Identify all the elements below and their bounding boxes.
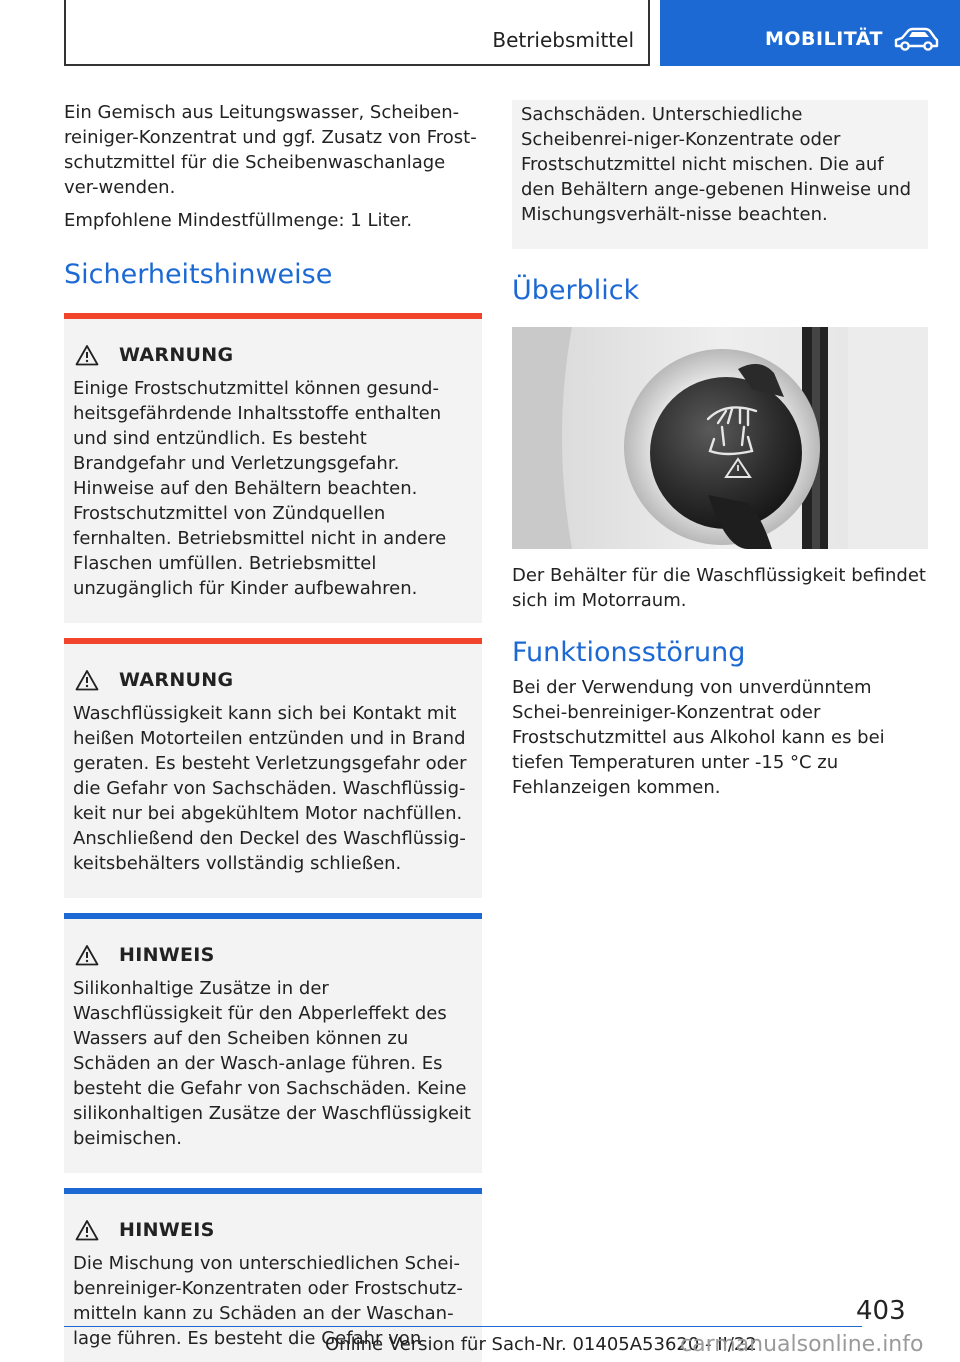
- footer-online-version: Online Version für Sach-Nr. 01405A53620 - II/22: [325, 1334, 757, 1355]
- overview-heading: Überblick: [512, 275, 640, 306]
- malfunction-text: Bei der Verwendung von unverdünntem Schei-benreiniger-Konzentrat oder Frostschutzmittel aus Alkohol kann es bei tiefen Temperaturen unter -15 °C zu Fehlanzeigen kommen.: [512, 677, 885, 798]
- warning-notice: [64, 313, 482, 623]
- notice-label: HINWEIS: [119, 944, 215, 966]
- overview-text: Der Behälter für die Waschflüssigkeit befindet sich im Motorraum.: [512, 565, 926, 611]
- footer-watermark: carmanualsonline.info: [680, 1332, 924, 1357]
- notice-text: Waschflüssigkeit kann sich bei Kontakt mit heißen Motorteilen entzünden und in Brand geraten. Es besteht Verletzungsgefahr oder die Gefahr von Sachschäden. Waschflüssig-keit nur bei abgekühltem Motor nachfüllen. Anschließend den Deckel des Waschflüssig-keitsbehälters vollständig schließen.: [73, 703, 467, 874]
- malfunction-heading: Funktionsstörung: [512, 637, 746, 668]
- header-chapter-tab: [660, 0, 960, 66]
- notice-text: Die Mischung von unterschiedlichen Schei-benreiniger-Konzentraten oder Frostschutz-mitteln kann zu Schäden an der Waschan-lage führen. Es besteht die Gefahr von: [73, 1253, 463, 1349]
- footer-divider: [64, 1326, 862, 1327]
- notice-text: Silikonhaltige Zusätze in der Waschflüssigkeit für den Abperleffekt des Wassers auf den Scheiben können zu Schäden an der Wasch-anlage führen. Es besteht die Gefahr von Sachschäden. Keine silikonhaltigen Zusätze der Waschflüssigkeit beimischen.: [73, 978, 471, 1149]
- notice-text-continued: Sachschäden. Unterschiedliche Scheibenrei-niger-Konzentrate oder Frostschutzmittel nicht mischen. Die auf den Behältern ange-gebenen Hinweise und Mischungsverhält-nisse beachten.: [521, 104, 912, 225]
- warning-triangle-icon: [75, 344, 99, 366]
- notice-text: Einige Frostschutzmittel können gesund-heitsgefährdende Inhaltsstoffe enthalten und sind entzündlich. Es besteht Brandgefahr und Verletzungsgefahr. Hinweise auf den Behältern beachten. Frostschutzmittel von Zündquellen fernhalten. Betriebsmittel nicht in andere Flaschen umfüllen. Betriebsmittel unzugänglich für Kinder aufbewahren.: [73, 378, 447, 599]
- washer-fluid-cap-photo: [512, 327, 928, 549]
- header-section-tab: [64, 0, 650, 66]
- safety-heading: Sicherheitshinweise: [64, 259, 333, 290]
- warning-triangle-icon: [75, 944, 99, 966]
- notice-label: WARNUNG: [119, 344, 234, 366]
- right-column: [512, 100, 928, 800]
- left-column: [64, 100, 482, 1362]
- hint-notice-continued: [512, 100, 928, 249]
- hint-notice: [64, 913, 482, 1173]
- notice-label: WARNUNG: [119, 669, 234, 691]
- header-section-title: Betriebsmittel: [492, 28, 634, 52]
- page-number: 403: [856, 1296, 906, 1326]
- min-fill-paragraph: Empfohlene Mindestfüllmenge: 1 Liter.: [64, 210, 413, 231]
- intro-paragraph: Ein Gemisch aus Leitungswasser, Scheiben-reiniger-Konzentrat und ggf. Zusatz von Frost-schutzmittel für die Scheibenwaschanlage ver-wenden.: [64, 102, 477, 198]
- warning-notice: [64, 638, 482, 898]
- header-chapter-title: MOBILITÄT: [765, 28, 883, 50]
- warning-triangle-icon: [75, 669, 99, 691]
- car-icon: [892, 26, 940, 52]
- notice-label: HINWEIS: [119, 1219, 215, 1241]
- warning-triangle-icon: [75, 1219, 99, 1241]
